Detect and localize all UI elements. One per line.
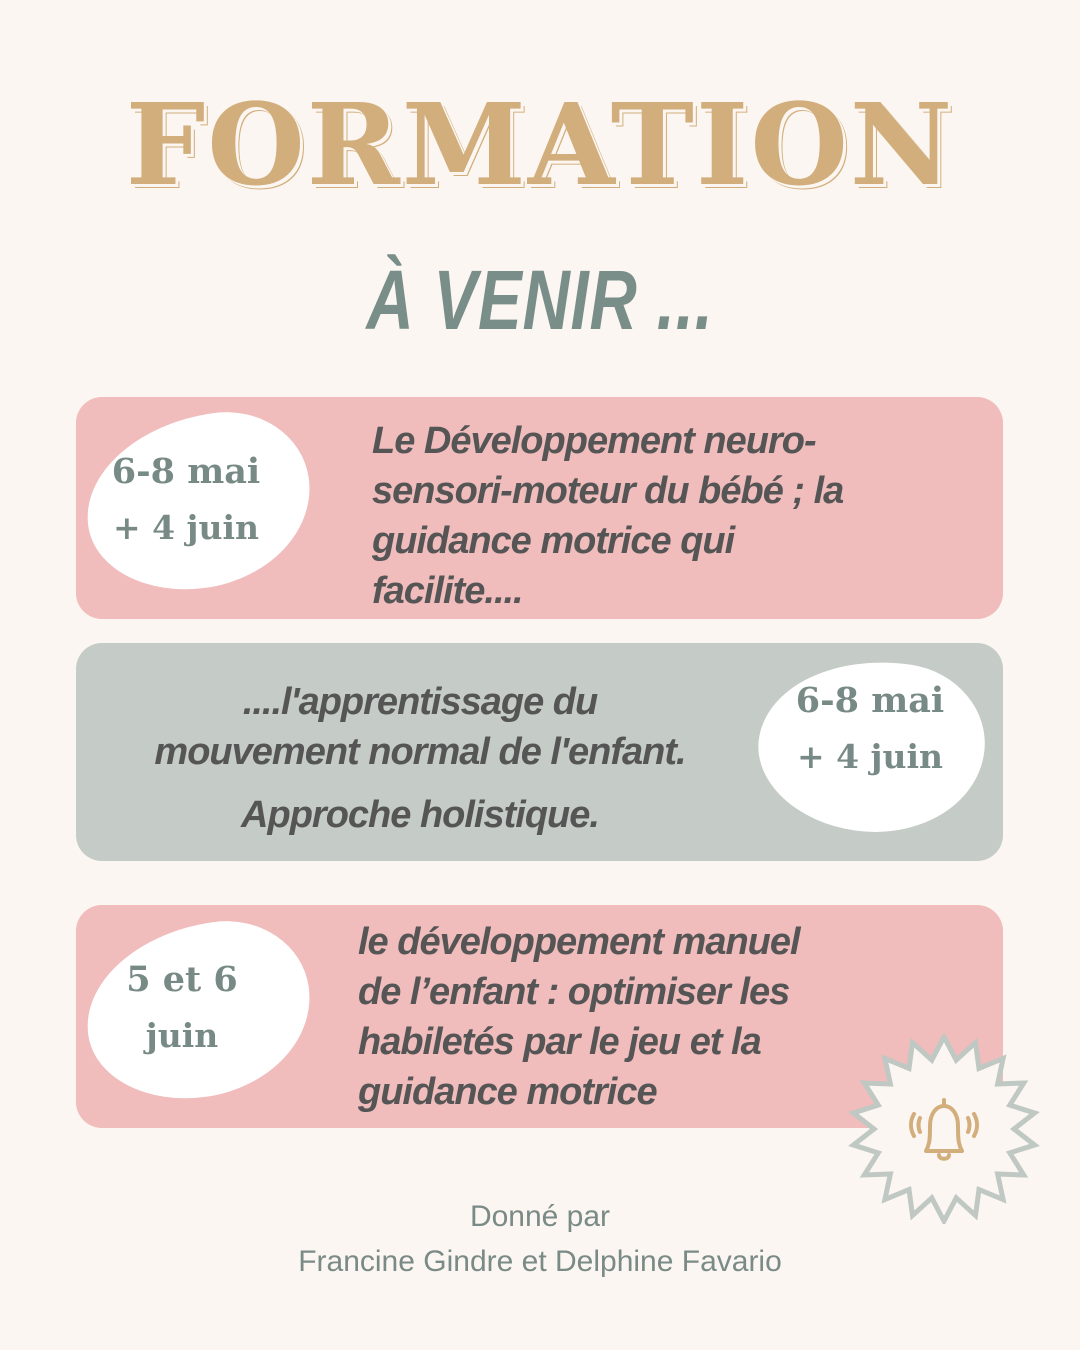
course-date-2 — [780, 673, 960, 785]
course-date-2-line1: 6-8 mai — [795, 680, 945, 721]
course-note-2: Approche holistique. — [241, 794, 599, 836]
footer-given-by: Donné par — [469, 1200, 611, 1233]
course-date-1 — [96, 444, 276, 556]
course-date-2-line2: + 4 juin — [796, 737, 944, 776]
page-subtitle: À VENIR ... — [366, 253, 714, 347]
course-description-3: le développement manuel de l’enfant : optimiser les habiletés par le jeu et la guidance motrice — [358, 921, 800, 1113]
page-title: FORMATION — [125, 80, 955, 211]
course-date-3 — [92, 952, 272, 1064]
starburst-badge — [846, 1034, 1042, 1224]
course-description-1: Le Développement neuro- sensori-moteur du bébé ; la guidance motrice qui facilite.... — [372, 420, 844, 612]
course-date-1-line1: 6-8 mai — [111, 451, 261, 492]
starburst-shape — [853, 1037, 1034, 1221]
course-date-3-line1: 5 et 6 — [126, 959, 238, 1000]
course-date-1-line2: + 4 juin — [112, 508, 260, 547]
course-date-3-line2: juin — [145, 1016, 219, 1055]
footer-authors: Francine Gindre et Delphine Favario — [298, 1245, 782, 1278]
course-description-2: ....l'apprentissage du mouvement normal de l'enfant. — [154, 681, 686, 773]
